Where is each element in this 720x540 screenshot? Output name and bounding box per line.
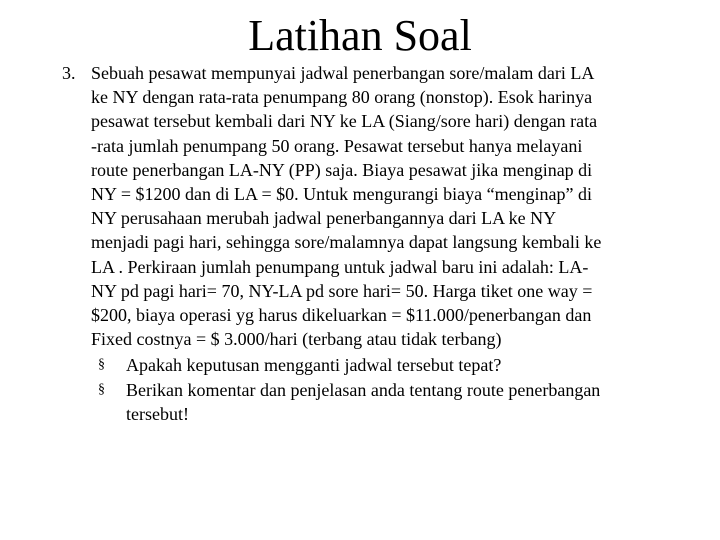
bullet-list — [62, 353, 662, 426]
question-line: pesawat tersebut kembali dari NY ke LA (Siang/sore hari) dengan rata — [91, 111, 598, 132]
question-line: NY = $1200 dan di LA = $0. Untuk mengurangi biaya “menginap” di — [91, 184, 593, 205]
bullet-line: Berikan komentar dan penjelasan anda tentang route penerbangan — [126, 379, 601, 400]
question-line: ke NY dengan rata-rata penumpang 80 orang (nonstop). Esok harinya — [91, 87, 593, 108]
question-line: NY perusahaan merubah jadwal penerbangannya dari LA ke NY — [91, 208, 557, 229]
question-block — [62, 61, 662, 426]
question-number: 3. — [62, 63, 76, 83]
question-text — [62, 61, 662, 351]
question-line: NY pd pagi hari= 70, NY-LA pd sore hari= 50. Harga tiket one way = — [91, 280, 593, 301]
bullet-marker-icon: § — [98, 357, 105, 373]
bullet-marker-icon: § — [98, 381, 105, 397]
bullet-item — [62, 378, 662, 426]
bullet-item — [62, 353, 662, 377]
bullet-line: Apakah keputusan mengganti jadwal tersebut tepat? — [126, 355, 502, 376]
bullet-line: tersebut! — [126, 403, 189, 424]
question-line: menjadi pagi hari, sehingga sore/malamnya dapat langsung kembali ke — [91, 232, 602, 253]
question-line: $200, biaya operasi yg harus dikeluarkan = $11.000/penerbangan dan — [91, 305, 592, 326]
question-line: Fixed costnya = $ 3.000/hari (terbang atau tidak terbang) — [91, 329, 502, 350]
question-line: route penerbangan LA-NY (PP) saja. Biaya pesawat jika menginap di — [91, 159, 593, 180]
question-line: LA . Perkiraan jumlah penumpang untuk jadwal baru ini adalah: LA- — [91, 256, 589, 277]
question-line: Sebuah pesawat mempunyai jadwal penerbangan sore/malam dari LA — [91, 63, 595, 83]
slide-title: Latihan Soal — [248, 11, 472, 60]
question-line: -rata jumlah penumpang 50 orang. Pesawat tersebut hanya melayani — [91, 135, 583, 156]
